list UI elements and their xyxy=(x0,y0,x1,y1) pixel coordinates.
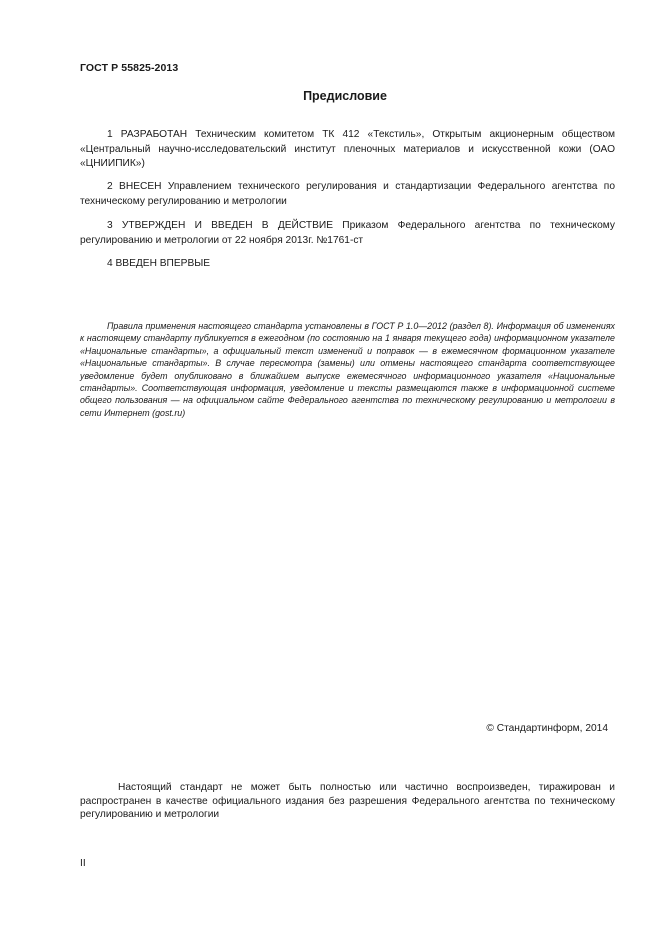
preface-heading: Предисловие xyxy=(303,89,387,103)
reproduction-notice: Настоящий стандарт не может быть полностью или частично воспроизведен, тиражирован и распространен в качестве официального издания без разрешения Федерального агентства по техническому регулированию и метрологии xyxy=(80,782,615,821)
page-number: II xyxy=(80,858,86,869)
paragraph-developed-by: 1 РАЗРАБОТАН Техническим комитетом ТК 412 «Текстиль», Открытым акционерным обществом «Центральный научно-исследовательский институт пленочных материалов и искусственной кожи (ОАО «ЦНИИПИК») xyxy=(80,129,615,169)
application-rules-note: Правила применения настоящего стандарта установлены в ГОСТ Р 1.0—2012 (раздел 8). Информация об изменениях к настоящему стандарту публикуется в ежегодном (по состоянию на 1 января текущего года) информационном указателе «Национальные стандарты», а официальный текст изменений и поправок — в ежемесячном формационном указателе «Национальные стандарты». В случае пересмотра (замены) или отмены настоящего стандарта соответствующее уведомление будет опубликовано в ближайшем выпуске ежемесячного информационного указателя «Национальные стандарты». Соответствующая информация, уведомление и тексты размещаются также в информационной системе общего пользования — на официальном сайте Федерального агентства по техническому регулированию и метрологии в сети Интернет (gost.ru) xyxy=(80,321,615,418)
paragraph-approved: 3 УТВЕРЖДЕН И ВВЕДЕН В ДЕЙСТВИЕ Приказом Федерального агентства по техническому регулированию и метрологии от 22 ноября 2013г. №1761-ст xyxy=(80,220,615,246)
document-code: ГОСТ Р 55825-2013 xyxy=(80,62,179,74)
paragraph-first-introduced: 4 ВВЕДЕН ВПЕРВЫЕ xyxy=(107,258,211,269)
paragraph-introduced-by: 2 ВНЕСЕН Управлением технического регулирования и стандартизации Федерального агентства по техническому регулированию и метрологии xyxy=(80,181,615,207)
copyright-notice: © Стандартинформ, 2014 xyxy=(486,723,608,734)
